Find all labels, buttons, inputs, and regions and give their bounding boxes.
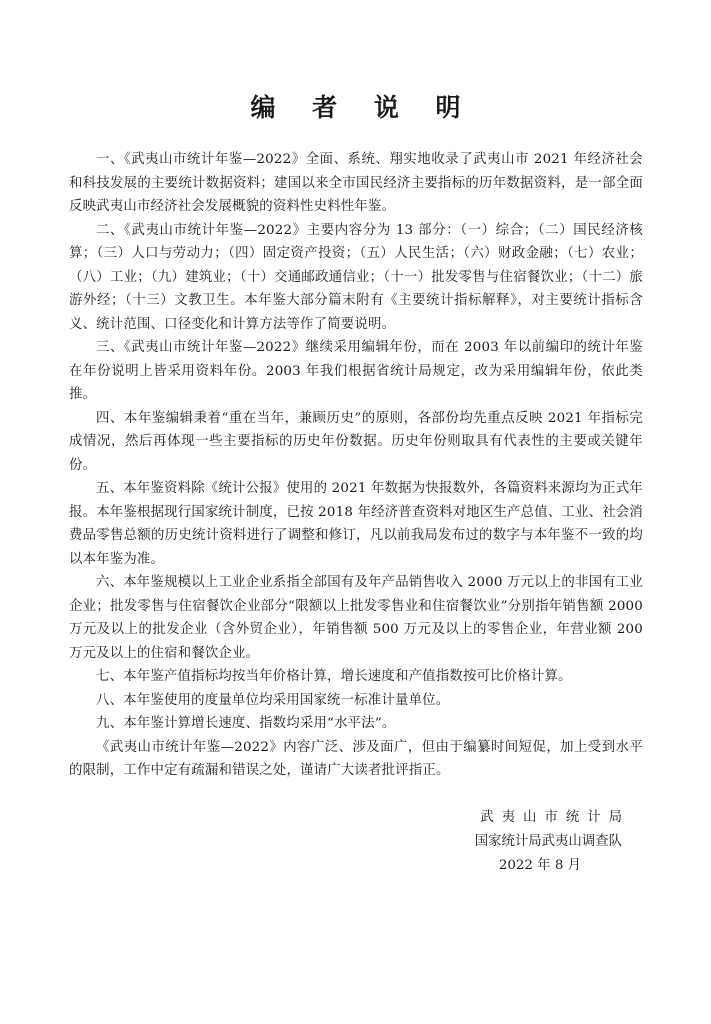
signature-org-statistics-bureau: 武夷山市统计局 <box>480 810 630 825</box>
paragraph-7: 七、本年鉴产值指标均按当年价格计算，增长速度和产值指数按可比价格计算。 <box>96 669 572 684</box>
signature-org-survey-team: 国家统计局武夷山调查队 <box>474 834 622 849</box>
signature-block <box>422 806 630 878</box>
paragraph-8: 八、本年鉴使用的度量单位均采用国家统一标准计量单位。 <box>96 692 450 708</box>
paragraph-9: 九、本年鉴计算增长速度、指数均采用“水平法”。 <box>96 716 396 731</box>
paragraph-2: 二、《武夷山市统计年鉴—2022》主要内容分为 13 部分：（一）综合；（二）国民经济核算；（三）人口与劳动力；（四）固定资产投资；（五）人民生活；（六）财政金融；（七）农业；（八）工业；（九）建筑业；（十）交通邮政通信业；（十一）批发零售与住宿餐饮业；（十二）旅游外经；（十三）文教卫生。本年鉴大部分篇末附有《主要统计指标解释》，对主要统计指标含义、统计范围、口径变化和计算方法等作了简要说明。 <box>69 222 643 332</box>
closing-paragraph: 《武夷山市统计年鉴—2022》内容广泛、涉及面广，但由于编纂时间短促，加上受到水平的限制，工作中定有疏漏和错误之处，谨请广大读者批评指正。 <box>69 739 643 778</box>
page-title: 编 者 说 明 <box>250 93 475 122</box>
paragraph-6: 六、本年鉴规模以上工业企业系指全部国有及年产品销售收入 2000 万元以上的非国有工业企业；批发零售与住宿餐饮企业部分“限额以上批发零售业和住宿餐饮业”分别指年销售额 2000 万元及以上的批发企业（含外贸企业），年销售额 500 万元及以上的零售企业，年营业额 200 万元及以上的住宿和餐饮企业。 <box>69 575 643 661</box>
paragraph-3: 三、《武夷山市统计年鉴—2022》继续采用编辑年份，而在 2003 年以前编印的统计年鉴在年份说明上皆采用资料年份。2003 年我们根据省统计局规定，改为采用编辑年份，依此类推。 <box>69 340 643 402</box>
paragraph-5: 五、本年鉴资料除《统计公报》使用的 2021 年数据为快报数外，各篇资料来源均为正式年报。本年鉴根据现行国家统计制度，已按 2018 年经济普查资料对地区生产总值、工业、社会消费品零售总额的历史统计资料进行了调整和修订，凡以前我局发布过的数字与本年鉴不一致的均以本年鉴为准。 <box>69 481 643 567</box>
paragraph-1: 一、《武夷山市统计年鉴—2022》全面、系统、翔实地收录了武夷山市 2021 年经济社会和科技发展的主要统计数据资料；建国以来全市国民经济主要指标的历年数据资料，是一部全面反映武夷山市经济社会发展概貌的资料性史料性年鉴。 <box>69 152 643 214</box>
paragraph-4: 四、本年鉴编辑秉着“重在当年，兼顾历史”的原则，各部份均先重点反映 2021 年指标完成情况，然后再体现一些主要指标的历史年份数据。历史年份则取具有代表性的主要或关键年份。 <box>69 410 643 473</box>
signature-date: 2022 年 8 月 <box>498 858 581 873</box>
document-body <box>69 148 643 783</box>
